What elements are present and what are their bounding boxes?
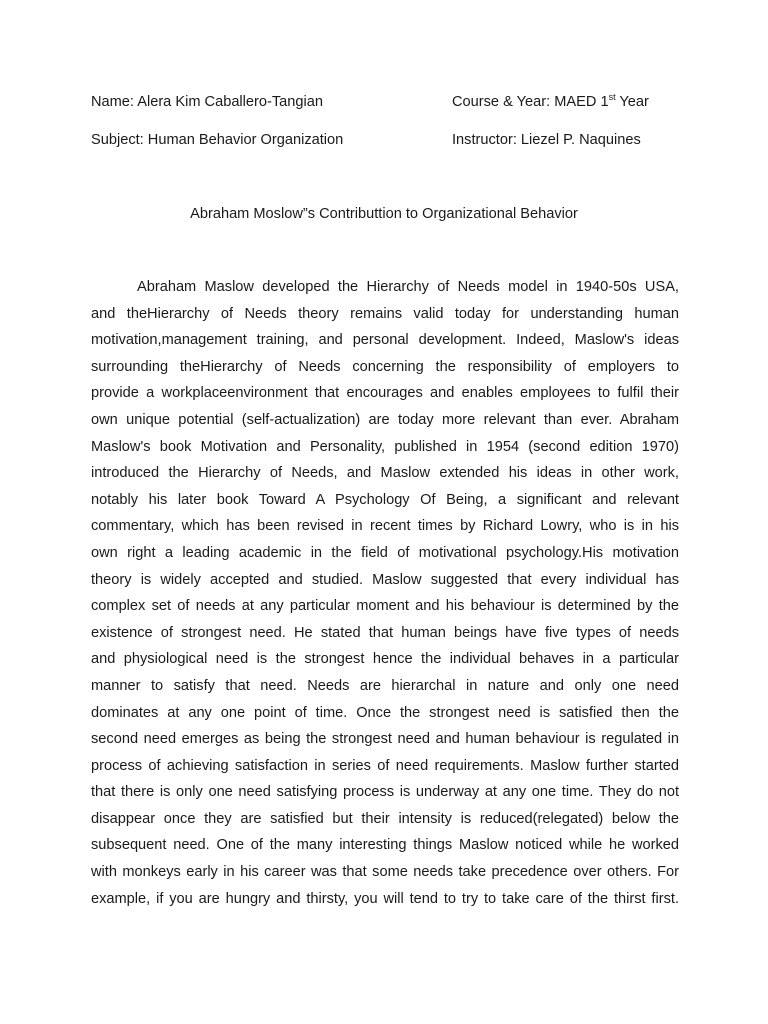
body-line: and theHierarchy of Needs theory remains valid today for understanding human — [91, 305, 679, 322]
body-line: complex set of needs at any particular moment and his behaviour is determined by the — [91, 598, 679, 615]
body-line: introduced the Hierarchy of Needs, and Maslow extended his ideas in other work, — [91, 465, 679, 482]
body-line: subsequent need. One of the many interesting things Maslow noticed while he worked — [91, 837, 679, 854]
body-line: provide a workplaceenvironment that encourages and enables employees to fulfil their — [91, 385, 679, 402]
course-year-label: Course & Year: MAED 1 — [452, 94, 609, 110]
instructor: Instructor: Liezel P. Naquines — [452, 132, 641, 148]
course-year-superscript: st — [608, 92, 616, 103]
body-line: dominates at any one point of time. Once the strongest need is satisfied then the — [91, 704, 679, 721]
body-line: commentary, which has been revised in recent times by Richard Lowry, who is in his — [91, 518, 679, 535]
body-line: second need emerges as being the strongest need and human behaviour is regulated in — [91, 731, 679, 748]
body-line: example, if you are hungry and thirsty, you will tend to try to take care of the thirst first. — [91, 890, 679, 907]
body-line: disappear once they are satisfied but their intensity is reduced(relegated) below the — [91, 810, 679, 827]
body-line: motivation,management training, and personal development. Indeed, Maslow's ideas — [91, 332, 679, 349]
body-line: own unique potential (self-actualization) are today more relevant than ever. Abraham — [91, 411, 679, 428]
body-line: theory is widely accepted and studied. Maslow suggested that every individual has — [91, 571, 679, 588]
body-line: Maslow's book Motivation and Personality, published in 1954 (second edition 1970) — [91, 438, 679, 455]
body-line: surrounding theHierarchy of Needs concerning the responsibility of employers to — [91, 358, 679, 375]
student-name: Name: Alera Kim Caballero-Tangian — [91, 94, 323, 110]
essay-title: Abraham Moslow”s Contributtion to Organizational Behavior — [190, 206, 578, 222]
body-line: Abraham Maslow developed the Hierarchy of Needs model in 1940-50s USA, — [137, 279, 679, 295]
course-year-suffix: Year — [615, 94, 649, 110]
body-line: own right a leading academic in the field of motivational psychology.His motivation — [91, 544, 679, 561]
body-line: manner to satisfy that need. Needs are hierarchal in nature and only one need — [91, 677, 679, 694]
subject: Subject: Human Behavior Organization — [91, 132, 344, 148]
body-line: and physiological need is the strongest hence the individual behaves in a particular — [91, 651, 679, 668]
body-line: with monkeys early in his career was that some needs take precedence over others. For — [91, 864, 679, 881]
body-line: that there is only one need satisfying process is underway at any one time. They do not — [91, 784, 679, 801]
body-line: process of achieving satisfaction in series of need requirements. Maslow further started — [91, 757, 679, 774]
body-line: notably his later book Toward A Psychology Of Being, a significant and relevant — [91, 491, 679, 508]
course-year — [452, 93, 649, 111]
body-line: existence of strongest need. He stated that human beings have five types of needs — [91, 624, 679, 641]
essay-body — [91, 278, 679, 916]
